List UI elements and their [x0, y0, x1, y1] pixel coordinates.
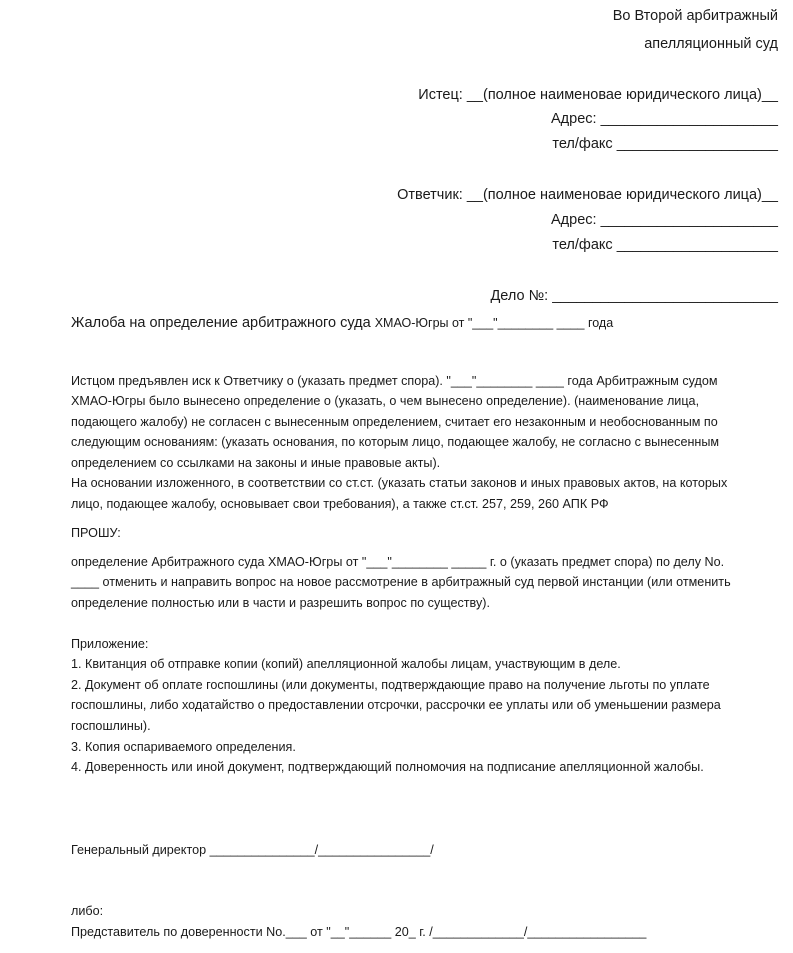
attachment-item: госпошлины, либо ходатайство о предоставлении отсрочки, рассрочки ее уплаты или об уменьшении размера	[71, 698, 721, 712]
request-heading: ПРОШУ:	[71, 526, 121, 540]
case-number-line: Дело №: ____________________________	[490, 288, 778, 304]
body-paragraph-line: Истцом предъявлен иск к Ответчику о (указать предмет спора). "___"________ ____ года Арбитражным судом	[71, 374, 718, 388]
attachment-item: 2. Документ об оплате госпошлины (или документы, подтверждающие право на получение льготы по уплате	[71, 678, 710, 692]
director-signature-line: Генеральный директор _______________/________________/	[71, 843, 434, 857]
document-title-main: Жалоба на определение арбитражного суда	[71, 315, 371, 331]
attachments-heading: Приложение:	[71, 637, 149, 651]
defendant-address-line: Адрес: ______________________	[551, 212, 778, 228]
body-paragraph-line: На основании изложенного, в соответствии со ст.ст. (указать статьи законов и иных правовых актов, на которых	[71, 476, 728, 490]
body-paragraph-line: лицо, подающее жалобу, основывает свои требования), а также ст.ст. 257, 259, 260 АПК РФ	[71, 497, 609, 511]
attachment-item: 1. Квитанция об отправке копии (копий) апелляционной жалобы лицам, участвующим в деле.	[71, 657, 621, 671]
request-line: ____ отменить и направить вопрос на новое рассмотрение в арбитражный суд первой инстанции (или отменить	[71, 575, 731, 589]
plaintiff-line: Истец: __(полное наименовае юридического лица)__	[418, 87, 778, 103]
or-label: либо:	[71, 904, 104, 918]
body-paragraph-line: ХМАО-Югры было вынесено определение о (указать, о чем вынесено определение). (наименование лица,	[71, 394, 700, 408]
body-paragraph-line: подающего жалобу) не согласен с вынесенным определением, считает его незаконным и необоснованным по	[71, 415, 718, 429]
request-line: определение полностью или в части и разрешить вопрос по существу).	[71, 596, 490, 610]
addressee-court-line-2: апелляционный суд	[644, 36, 778, 52]
plaintiff-phone-line: тел/факс ____________________	[552, 136, 778, 152]
document-title-tail: ХМАО-Югры от "___"________ ____ года	[374, 316, 614, 330]
attachment-item: госпошлины).	[71, 719, 151, 733]
attachment-item: 3. Копия оспариваемого определения.	[71, 740, 296, 754]
plaintiff-address-line: Адрес: ______________________	[551, 111, 778, 127]
attachment-item: 4. Доверенность или иной документ, подтверждающий полномочия на подписание апелляционной жалобы.	[71, 760, 704, 774]
body-paragraph-line: определением со ссылками на законы и иные правовые акты).	[71, 456, 441, 470]
body-paragraph-line: следующим основаниям: (указать основания, по которым лицо, подающее жалобу, не согласно с вынесенным	[71, 435, 720, 449]
request-line: определение Арбитражного суда ХМАО-Югры от "___"________ _____ г. о (указать предмет спора) по делу No.	[71, 555, 725, 569]
addressee-court-line-1: Во Второй арбитражный	[612, 8, 778, 24]
defendant-phone-line: тел/факс ____________________	[552, 237, 778, 253]
representative-signature-line: Представитель по доверенности No.___ от "__"______ 20_ г. /_____________/_________________	[71, 925, 647, 939]
defendant-line: Ответчик: __(полное наименовае юридического лица)__	[397, 187, 778, 203]
document-title	[71, 315, 613, 331]
